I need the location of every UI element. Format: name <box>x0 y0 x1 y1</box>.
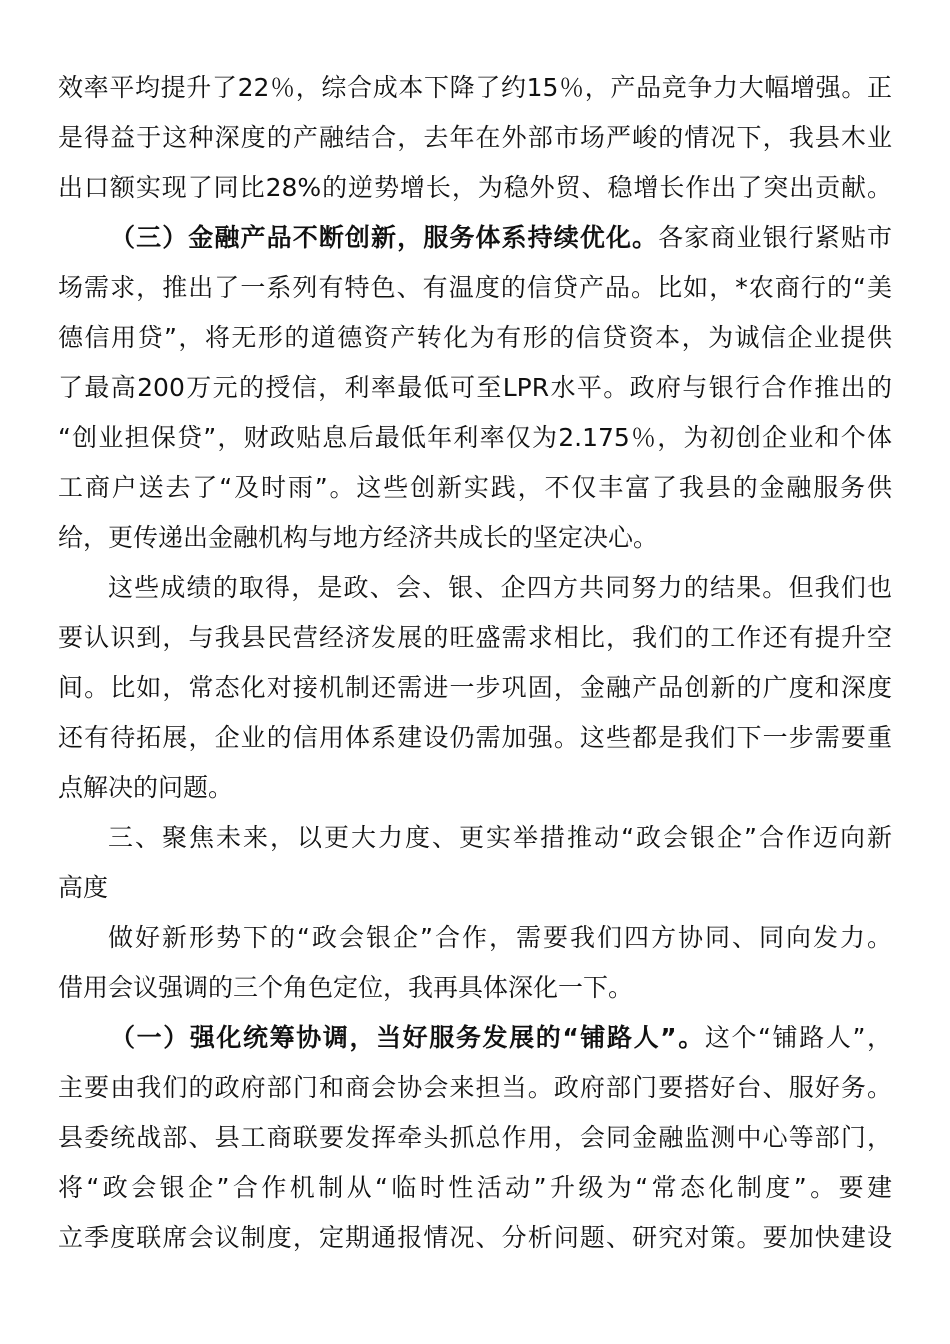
text-run: 点解决的问题。 <box>58 773 234 802</box>
text-line-6 <box>58 313 892 363</box>
text-line-5 <box>58 263 892 313</box>
text-line-13 <box>58 663 892 713</box>
text-line-12 <box>58 613 892 663</box>
text-line-15 <box>58 763 892 813</box>
text-run: 将“政会银企”合作机制从“临时性活动”升级为“常态化制度”。要建 <box>58 1173 892 1202</box>
text-line-1 <box>58 63 892 113</box>
text-line-23 <box>58 1163 892 1213</box>
section-heading-1 <box>110 1013 892 1063</box>
section-heading-3 <box>110 213 892 263</box>
text-run: 做好新形势下的“政会银企”合作，需要我们四方协同、同向发力。 <box>108 923 892 952</box>
text-run: 场需求，推出了一系列有特色、有温度的信贷产品。比如，*农商行的“美 <box>58 273 892 302</box>
text-run: 效率平均提升了22％，综合成本下降了约15％，产品竞争力大幅增强。正 <box>58 73 892 102</box>
text-line-2 <box>58 113 892 163</box>
paragraph-start <box>108 563 892 613</box>
text-run: 了最高200万元的授信，利率最低可至LPR水平。政府与银行合作推出的 <box>58 373 892 402</box>
text-run: 三、聚焦未来，以更大力度、更实举措推动“政会银企”合作迈向新 <box>108 823 892 852</box>
text-run: “创业担保贷”，财政贴息后最低年利率仅为2.175％，为初创企业和个体 <box>58 423 892 452</box>
text-run: 县委统战部、县工商联要发挥牵头抓总作用，会同金融监测中心等部门， <box>58 1123 892 1152</box>
text-run: 借用会议强调的三个角色定位，我再具体深化一下。 <box>58 973 634 1002</box>
text-line-17 <box>58 863 892 913</box>
text-run: 是得益于这种深度的产融结合，去年在外部市场严峻的情况下，我县木业 <box>58 123 892 152</box>
text-run: 还有待拓展，企业的信用体系建设仍需加强。这些都是我们下一步需要重 <box>58 723 892 752</box>
text-run: 高度 <box>58 873 109 902</box>
text-run: 间。比如，常态化对接机制还需进一步巩固，金融产品创新的广度和深度 <box>58 673 892 702</box>
text-line-21 <box>58 1063 892 1113</box>
text-run: 主要由我们的政府部门和商会协会来担当。政府部门要搭好台、服好务。 <box>58 1073 892 1102</box>
text-line-8 <box>58 413 892 463</box>
text-run: 出口额实现了同比28%的逆势增长，为稳外贸、稳增长作出了突出贡献。 <box>58 173 892 202</box>
text-run: 工商户送去了“及时雨”。这些创新实践，不仅丰富了我县的金融服务供 <box>58 473 892 502</box>
section-title-3 <box>108 813 892 863</box>
text-line-19 <box>58 963 892 1013</box>
text-run: 要认识到，与我县民营经济发展的旺盛需求相比，我们的工作还有提升空 <box>58 623 892 652</box>
text-run: 德信用贷”，将无形的道德资产转化为有形的信贷资本，为诚信企业提供 <box>58 323 892 352</box>
text-line-24 <box>58 1213 892 1263</box>
heading-run: （一）强化统筹协调，当好服务发展的“铺路人”。 <box>110 1023 705 1052</box>
text-line-22 <box>58 1113 892 1163</box>
text-line-10 <box>58 513 892 563</box>
text-run: 这个“铺路人”， <box>704 1023 892 1052</box>
text-run: 各家商业银行紧贴市 <box>658 223 892 252</box>
text-line-14 <box>58 713 892 763</box>
text-line-7 <box>58 363 892 413</box>
text-run: 给，更传递出金融机构与地方经济共成长的坚定决心。 <box>58 523 659 552</box>
text-line-9 <box>58 463 892 513</box>
heading-run: （三）金融产品不断创新，服务体系持续优化。 <box>110 223 659 252</box>
text-line-3 <box>58 163 892 213</box>
text-run: 立季度联席会议制度，定期通报情况、分析问题、研究对策。要加快建设 <box>58 1223 892 1252</box>
paragraph-start <box>108 913 892 963</box>
text-run: 这些成绩的取得，是政、会、银、企四方共同努力的结果。但我们也 <box>108 573 892 602</box>
